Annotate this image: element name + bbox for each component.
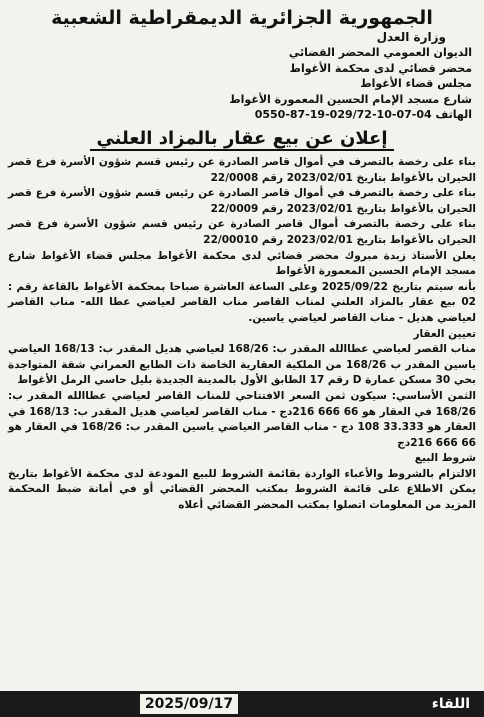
office-address: شارع مسجد الإمام الحسين المعمورة الأغواط	[229, 92, 472, 106]
bailiff-paragraph: يعلن الأستاذ زبدة مبروك محضر قضائي لدى محكمة الأغواط مجلس قضاء الأغواط شارع مسجد الإمام الحسين المعمورة الأغواط	[8, 249, 476, 278]
ministry-name: وزارة العدل	[376, 30, 446, 44]
office-header	[8, 45, 476, 123]
property-section-title: تعيين العقار	[413, 327, 476, 340]
sale-date-paragraph: بأنه سيتم بتاريخ 2025/09/22 وعلى الساعة العاشرة صباحا بمحكمة الأغواط بالقاعة رقم : 02 بيع عقار بالمزاد العلني لمناب القاصر مناب القاصر لعياضي عطا الله- مناب القاصر لعياضي هديل - مناب القاصر لعياضي ياسين.	[8, 280, 476, 324]
authorization-paragraph: بناء على رخصة بالتصرف أموال قاصر الصادرة عن رئيس قسم شؤون الأسرة فرع قصر الحيران بالأغواط بتاريخ 2023/02/01 رقم 22/00010	[8, 218, 476, 246]
authorization-paragraph: بناء على رخصة بالتصرف في أموال قاصر الصادرة عن رئيس قسم شؤون الأسرة فرع قصر الحيران بالأغواط بتاريخ 2023/02/01 رقم 22/0009	[8, 187, 476, 215]
notice-headline	[8, 127, 476, 151]
office-line: مجلس قضاء الأغواط	[360, 77, 472, 90]
office-line: محضر قضائي لدى محكمة الأغواط	[289, 61, 472, 75]
notice-headline-text: إعلان عن بيع عقار بالمزاد العلني	[90, 128, 393, 151]
base-price-paragraph: الثمن الأساسي: سيكون ثمن السعر الافتتاحي للمناب القاصر لعياضي عطاالله المقدر ب: 168/26 في العقار هو 66 666 216دج - مناب القاصر لعياضي هديل المقدر ب: 168/13 في العقار هو 33.333 108 دج - مناب القاصر العياضي ياسين المقدر ب: 168/26 في العقار هو 66 666 216دج	[8, 389, 477, 449]
property-description: مناب القصر لعياضي عطاالله المقدر ب: 168/26 لعياضي هديل المقدر ب: 168/13 العياضي ياسين المقدر ب 168/26 من الملكية العقارية الخاصة ذات الطابع العمراني شقة المتواجدة بحي 30 مسكن عمارة D رقم 17 الطابق الأول بالمدينة الجديدة بليل حاسي الرمل الأغواط	[8, 343, 476, 387]
footer-bar	[0, 691, 484, 717]
republic-title: الجمهورية الجزائرية الديمقراطية الشعبية	[51, 7, 433, 29]
office-phone: الهاتف 04-07-10-029/72-19-87-0550	[254, 108, 472, 121]
office-line: الديوان العمومي المحضر القضائي	[288, 46, 472, 59]
conditions-paragraph: الالتزام بالشروط والأعباء الواردة بقائمة الشروط للبيع المودعة لدى محكمة الأغواط بتاريخ يمكن الاطلاع على قائمة الشروط بمكتب المحضر القضائي أو في أمانة ضبط المحكمة المزيد من المعلومات اتصلوا بمكتب المحضر القضائي أعلاه	[8, 467, 476, 512]
newspaper-name: اللقاء	[431, 696, 470, 712]
authorization-paragraph: بناء على رخصة بالتصرف في أموال قاصر الصادرة عن رئيس قسم شؤون الأسرة فرع قصر الحيران بالأغواط بتاريخ 2023/02/01 رقم 22/0008	[8, 156, 476, 184]
publication-date: 2025/09/17	[140, 694, 238, 714]
conditions-section-title: شروط البيع	[414, 452, 476, 465]
notice-body	[8, 155, 476, 514]
